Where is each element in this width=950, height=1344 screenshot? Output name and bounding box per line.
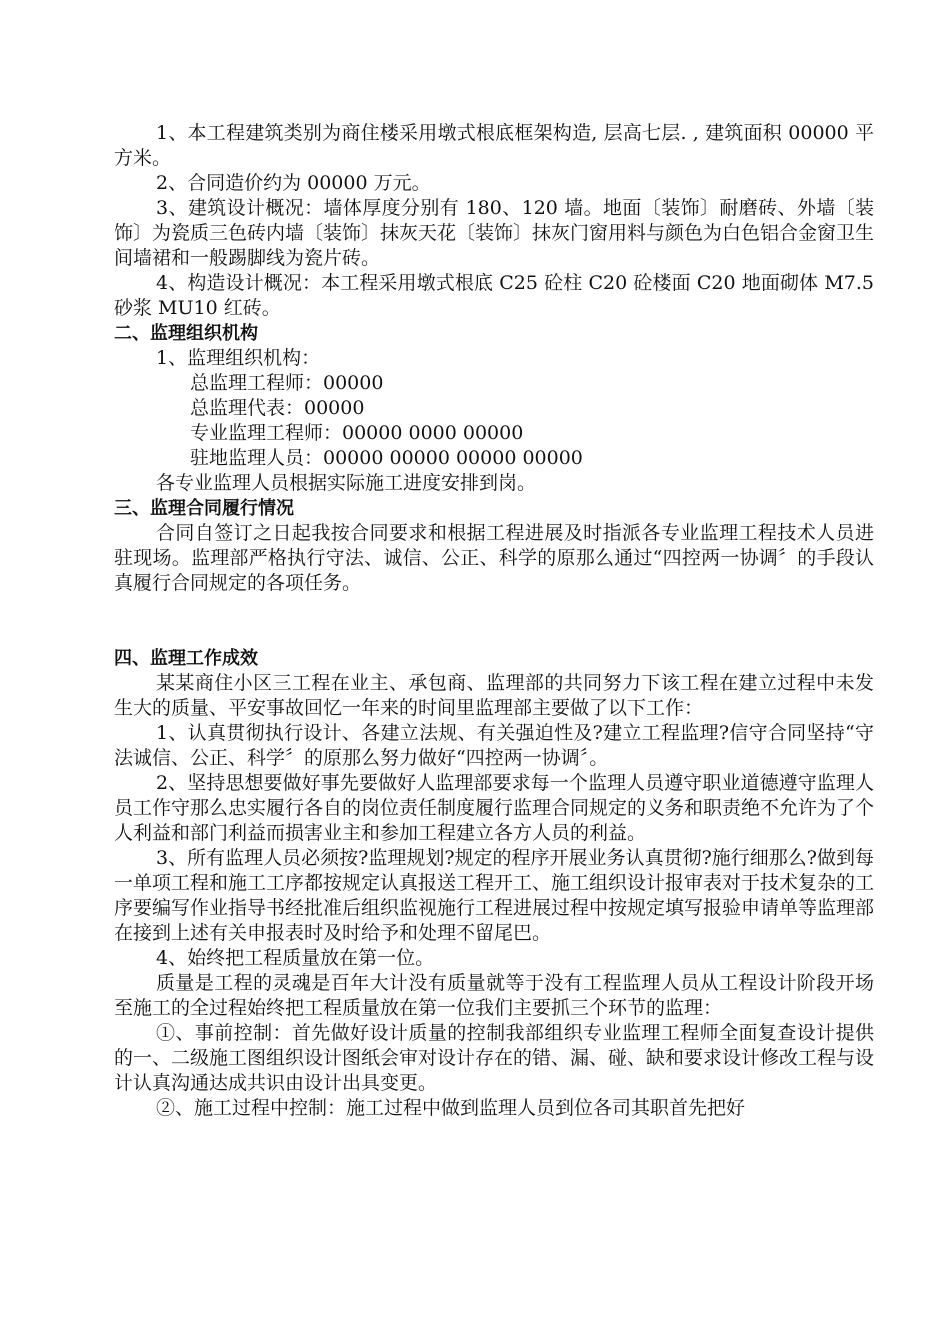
paragraph-result-3: 3、所有监理人员必须按?监理规划?规定的程序开展业务认真贯彻?施行细那么?做到每一单项工程和施工工序都按规定认真报送工程开工、施工组织设计报审表对于技术复杂的工序要编写作业指导书经批准后组织监视施行工程进展过程中按规定填写报验申请单等监理部在接到上述有关申报表时及时给予和处理不留尾巴。 (114, 847, 875, 944)
paragraph-staffing-note: 各专业监理人员根据实际施工进度安排到岗。 (156, 472, 537, 494)
section-spacer (114, 596, 874, 646)
heading-supervision-organization: 二、监理组织机构 (114, 323, 258, 344)
paragraph-quality: 质量是工程的灵魂是百年大计没有质量就等于没有工程监理人员从工程设计阶段开场至施工的全过程始终把工程质量放在第一位我们主要抓三个环节的监理： (114, 972, 874, 1019)
paragraph-pre-control: ①、事前控制：首先做好设计质量的控制我部组织专业监理工程师全面复查设计提供的一、二级施工图组织设计图纸会审对设计存在的错、漏、碰、缺和要求设计修改工程与设计认真沟通达成共识由设计出具变更。 (114, 1022, 875, 1094)
paragraph-architectural-design: 3、建筑设计概况：墙体厚度分别有 180、120 墙。地面〔装饰〕耐磨砖、外墙〔装饰〕为瓷质三色砖内墙〔装饰〕抹灰天花〔装饰〕抹灰门窗用料与颜色为白色铝合金窗卫生间墙裙和一般踢脚线为瓷片砖。 (114, 197, 875, 269)
heading-supervision-results: 四、监理工作成效 (114, 648, 258, 669)
paragraph-results-intro: 某某商住小区三工程在业主、承包商、监理部的共同努力下该工程在建立过程中未发生大的质量、平安事故回忆一年来的时间里监理部主要做了以下工作： (114, 672, 874, 719)
staff-chief-representative: 总监理代表：00000 (190, 397, 365, 419)
paragraph-contract-price: 2、合同造价约为 00000 万元。 (156, 172, 431, 194)
paragraph-organization-intro: 1、监理组织机构： (156, 347, 321, 369)
heading-contract-performance: 三、监理合同履行情况 (114, 498, 294, 519)
staff-specialist-engineers: 专业监理工程师：00000 0000 00000 (190, 422, 524, 444)
paragraph-process-control: ②、施工过程中控制：施工过程中做到监理人员到位各司其职首先把好 (156, 1097, 746, 1119)
paragraph-contract-performance: 合同自签订之日起我按合同要求和根据工程进展及时指派各专业监理工程技术人员进驻现场。监理部严格执行守法、诚信、公正、科学的原那么通过“四控两一协调〞的手段认真履行合同规定的各项任务。 (114, 522, 874, 594)
paragraph-result-2: 2、坚持思想要做好事先要做好人监理部要求每一个监理人员遵守职业道德遵守监理人员工作守那么忠实履行各自的岗位责任制度履行监理合同规定的义务和职责绝不允许为了个人利益和部门利益而损害业主和参加工程建立各方人员的利益。 (114, 772, 875, 844)
staff-chief-engineer: 总监理工程师：00000 (190, 372, 384, 394)
document-page (114, 121, 874, 1121)
paragraph-result-1: 1、认真贯彻执行设计、各建立法规、有关强迫性及?建立工程监理?信守合同坚持“守法诚信、公正、科学〞的原那么努力做好“四控两一协调〞。 (114, 722, 874, 769)
staff-resident-supervisors: 驻地监理人员：00000 00000 00000 00000 (190, 447, 583, 469)
paragraph-structural-design: 4、构造设计概况：本工程采用墩式根底 C25 砼柱 C20 砼楼面 C20 地面砌体 M7.5 砂浆 MU10 红砖。 (114, 272, 874, 319)
paragraph-result-4: 4、始终把工程质量放在第一位。 (156, 947, 435, 969)
paragraph-building-category: 1、本工程建筑类别为商住楼采用墩式根底框架构造, 层高七层. , 建筑面积 00000 平方米。 (114, 122, 874, 169)
